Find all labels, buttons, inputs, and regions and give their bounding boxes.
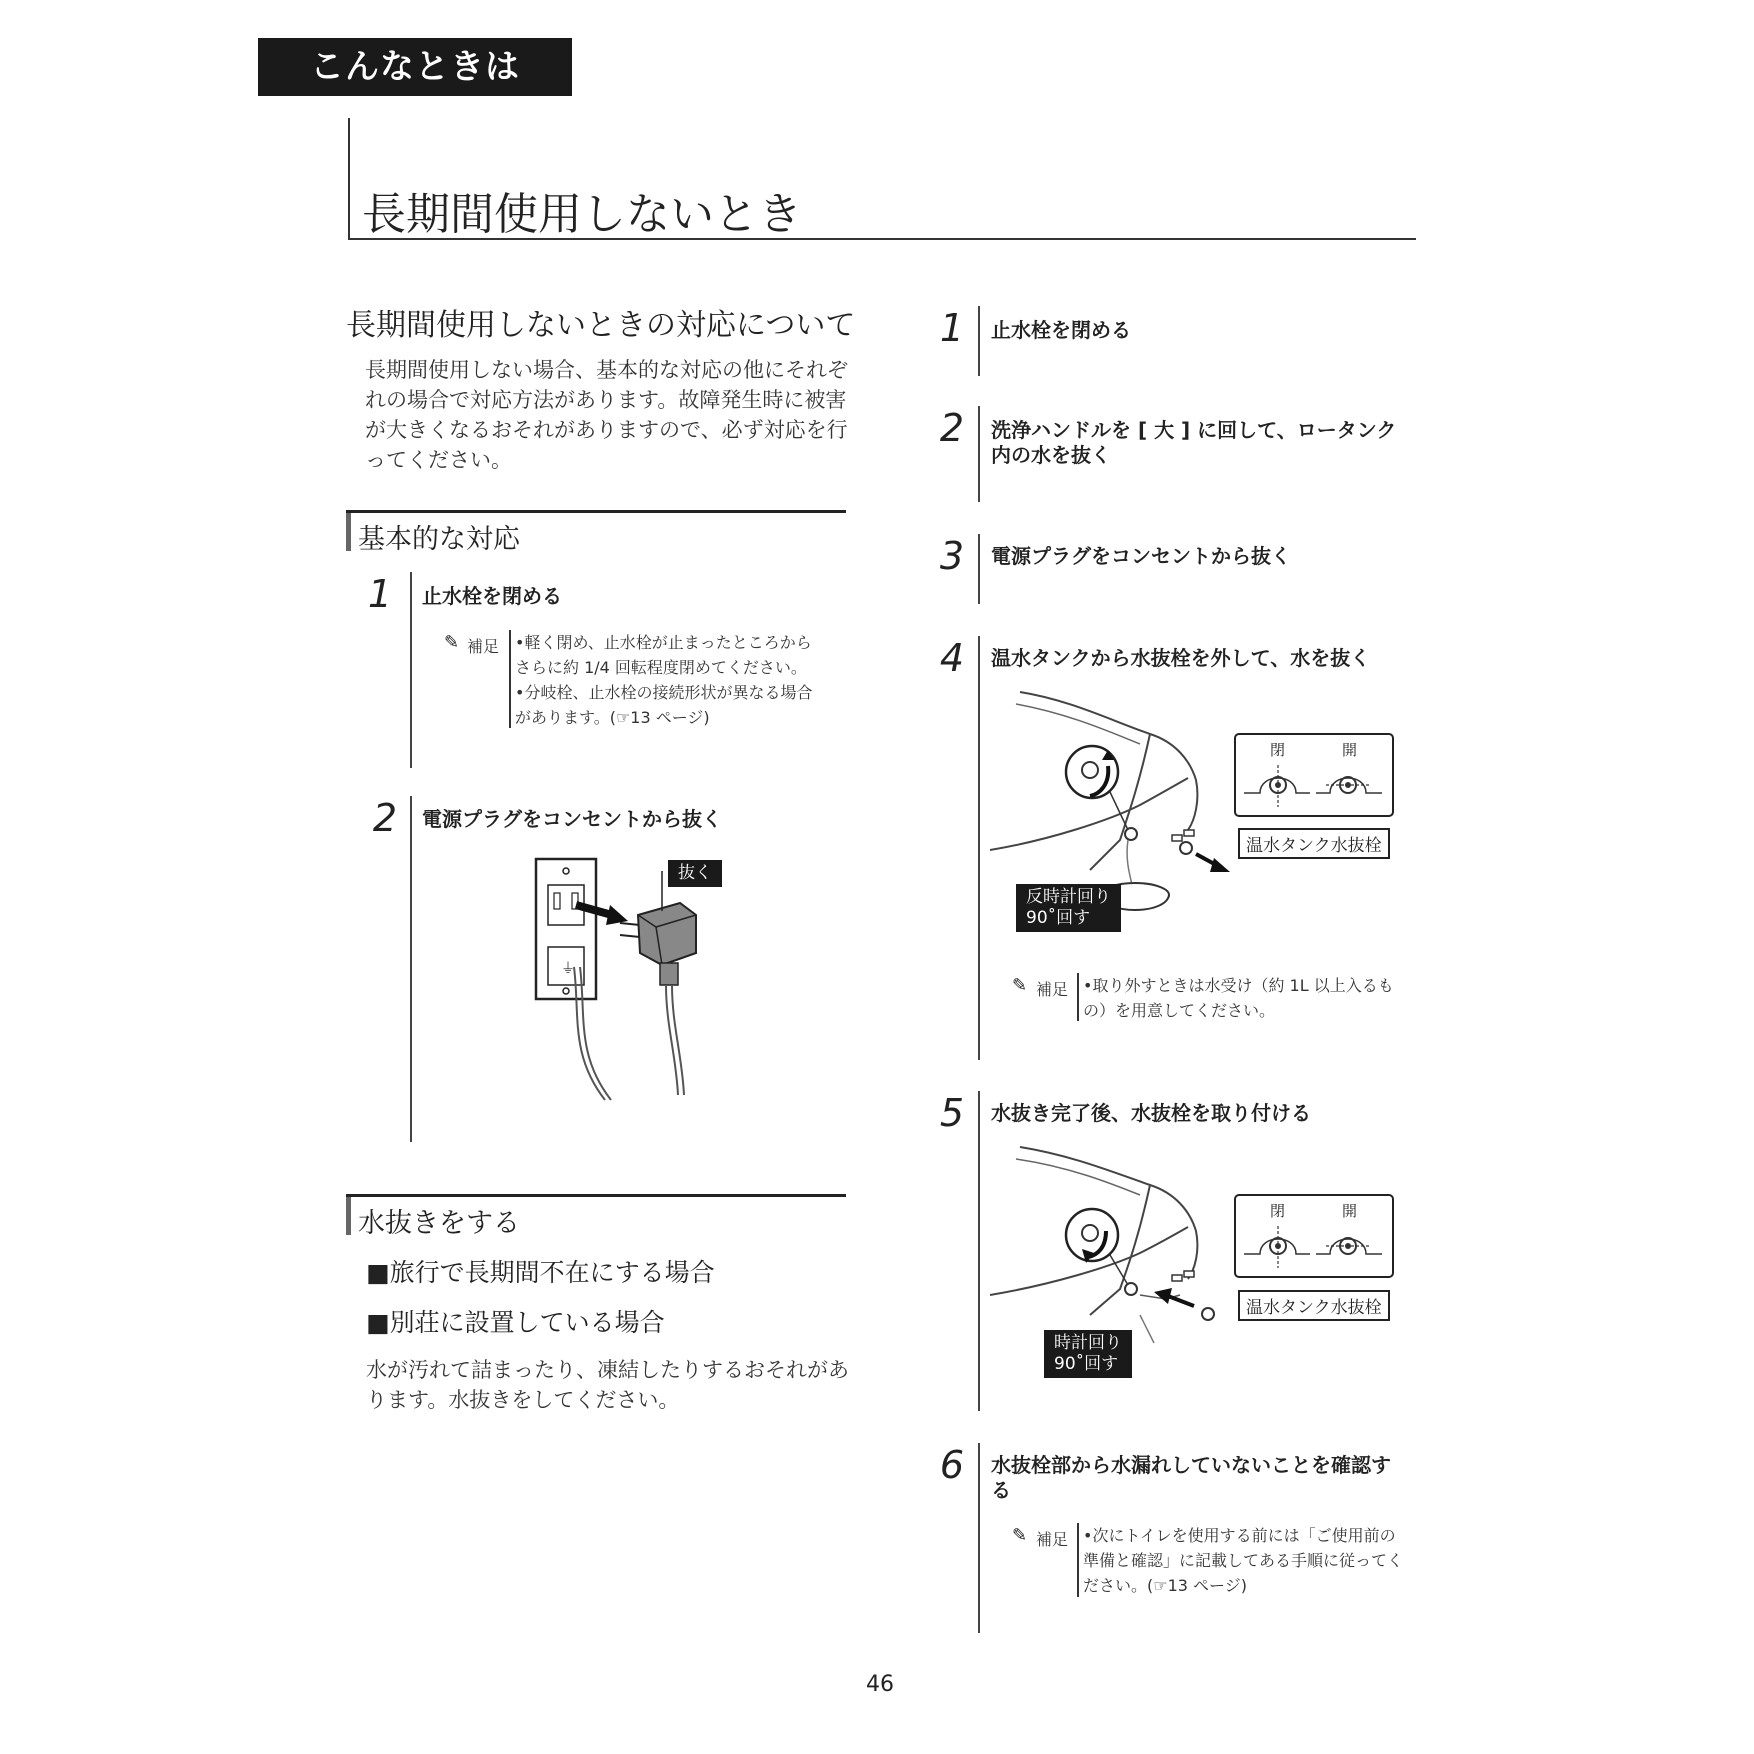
note-item: •軽く閉め、止水栓が止まったところからさらに約 1/4 回転程度閉めてください。: [515, 633, 812, 677]
note-label: 補足: [1036, 980, 1069, 999]
drain-step-3-text: 電源プラグをコンセントから抜く: [991, 544, 1291, 568]
pencil-icon: ✎: [1012, 975, 1028, 996]
svg-text:⏚: ⏚: [561, 961, 575, 977]
lever-closed-label: 閉: [1270, 1202, 1286, 1220]
lever-positions: [1240, 1224, 1386, 1272]
page-title: 長期間使用しないとき: [362, 189, 802, 240]
drain-step-2-number: 2: [939, 406, 965, 450]
note-rule: [1077, 1523, 1079, 1597]
drain-step-6-number: 6: [939, 1443, 965, 1487]
drain-step-5-number: 5: [939, 1091, 965, 1135]
drain-body-text: 水が汚れて詰まったり、凍結したりするおそれがあります。水抜きをしてください。: [366, 1358, 849, 1412]
pencil-icon: ✎: [444, 632, 460, 653]
drain-plug-out-arrow: [1178, 840, 1234, 880]
drain-case-villa: ■別荘に設置している場合: [366, 1308, 665, 1337]
lever-closed-label: 閉: [1270, 741, 1286, 759]
outlet-unplug-illustration: [530, 855, 750, 1105]
note-rule: [509, 630, 511, 728]
rotate-cw-label: [1044, 1330, 1132, 1378]
drain-step-3-number: 3: [939, 534, 965, 578]
rotate-direction: 反時計回り: [1026, 887, 1111, 907]
drain-step-5-rule: [978, 1091, 980, 1411]
drain-step-1-text: 止水栓を閉める: [991, 318, 1131, 342]
basic-step-1-note: [515, 630, 825, 730]
note-label: 補足: [1036, 1530, 1069, 1549]
subsection-marker: [346, 1197, 351, 1235]
lever-position-diagram: [1234, 1194, 1394, 1278]
drain-step-4-text: 温水タンクから水抜栓を外して、水を抜く: [991, 646, 1371, 670]
drain-step-6-text: 水抜栓部から水漏れしていないことを確認する: [991, 1453, 1391, 1502]
lever-positions: [1240, 763, 1386, 811]
drain-step-3-rule: [978, 534, 980, 604]
subsection-rule: [346, 1194, 846, 1197]
lever-open-label: 開: [1342, 1202, 1358, 1220]
drain-plug-label: 温水タンク水抜栓: [1238, 828, 1390, 859]
drain-step-4-note: •取り外すときは水受け（約 1L 以上入るもの）を用意してください。: [1083, 976, 1394, 1020]
subsection-rule: [346, 510, 846, 513]
lever-open-label: 開: [1342, 741, 1358, 759]
rotate-angle: 90˚回す: [1054, 1354, 1119, 1374]
section-tab: こんなときは: [258, 38, 572, 96]
basic-step-1-text: 止水栓を閉める: [422, 584, 562, 608]
lever-position-diagram: [1234, 733, 1394, 817]
basic-step-2-rule: [410, 796, 412, 1142]
drain-plug-label: 温水タンク水抜栓: [1238, 1290, 1390, 1321]
drain-step-6-note: •次にトイレを使用する前には「ご使用前の準備と確認」に記載してある手順に従ってください。(☞13 ページ): [1083, 1526, 1404, 1595]
basic-step-2-number: 2: [372, 796, 398, 840]
drain-case-travel: ■旅行で長期間不在にする場合: [366, 1258, 715, 1287]
basic-step-2-text: 電源プラグをコンセントから抜く: [422, 807, 722, 831]
drain-step-1-number: 1: [939, 306, 965, 350]
title-rule-vertical: [348, 118, 350, 240]
drain-step-5-text: 水抜き完了後、水抜栓を取り付ける: [991, 1101, 1311, 1125]
rotate-angle: 90˚回す: [1026, 908, 1091, 928]
drain-step-4-rule: [978, 636, 980, 1060]
note-rule: [1077, 973, 1079, 1021]
drain-step-1-rule: [978, 306, 980, 376]
note-label: 補足: [467, 637, 500, 656]
drain-step-2-text: 洗浄ハンドルを [ 大 ] に回して、ロータンク内の水を抜く: [991, 418, 1397, 467]
section-heading: 長期間使用しないときの対応について: [346, 308, 856, 343]
basic-step-1-number: 1: [367, 572, 393, 616]
drain-step-2-rule: [978, 406, 980, 502]
drain-plug-in-arrow: [1150, 1284, 1218, 1324]
unplug-callout: 抜く: [668, 860, 722, 887]
subsection-title-drain: 水抜きをする: [358, 1208, 520, 1239]
drain-step-6-rule: [978, 1443, 980, 1633]
subsection-title-basic: 基本的な対応: [358, 524, 520, 555]
page-number: 46: [866, 1672, 894, 1697]
rotate-ccw-label: [1016, 884, 1121, 932]
basic-step-1-rule: [410, 572, 412, 768]
rotate-direction: 時計回り: [1054, 1333, 1122, 1353]
intro-text: 長期間使用しない場合、基本的な対応の他にそれぞれの場合で対応方法があります。故障発生時に被害が大きくなるおそれがありますので、必ず対応を行ってください。: [365, 358, 848, 472]
pencil-icon: ✎: [1012, 1525, 1028, 1546]
drain-step-4-number: 4: [939, 636, 965, 680]
note-item: •分岐栓、止水栓の接続形状が異なる場合があります。(☞13 ページ): [515, 683, 813, 727]
subsection-marker: [346, 513, 351, 551]
